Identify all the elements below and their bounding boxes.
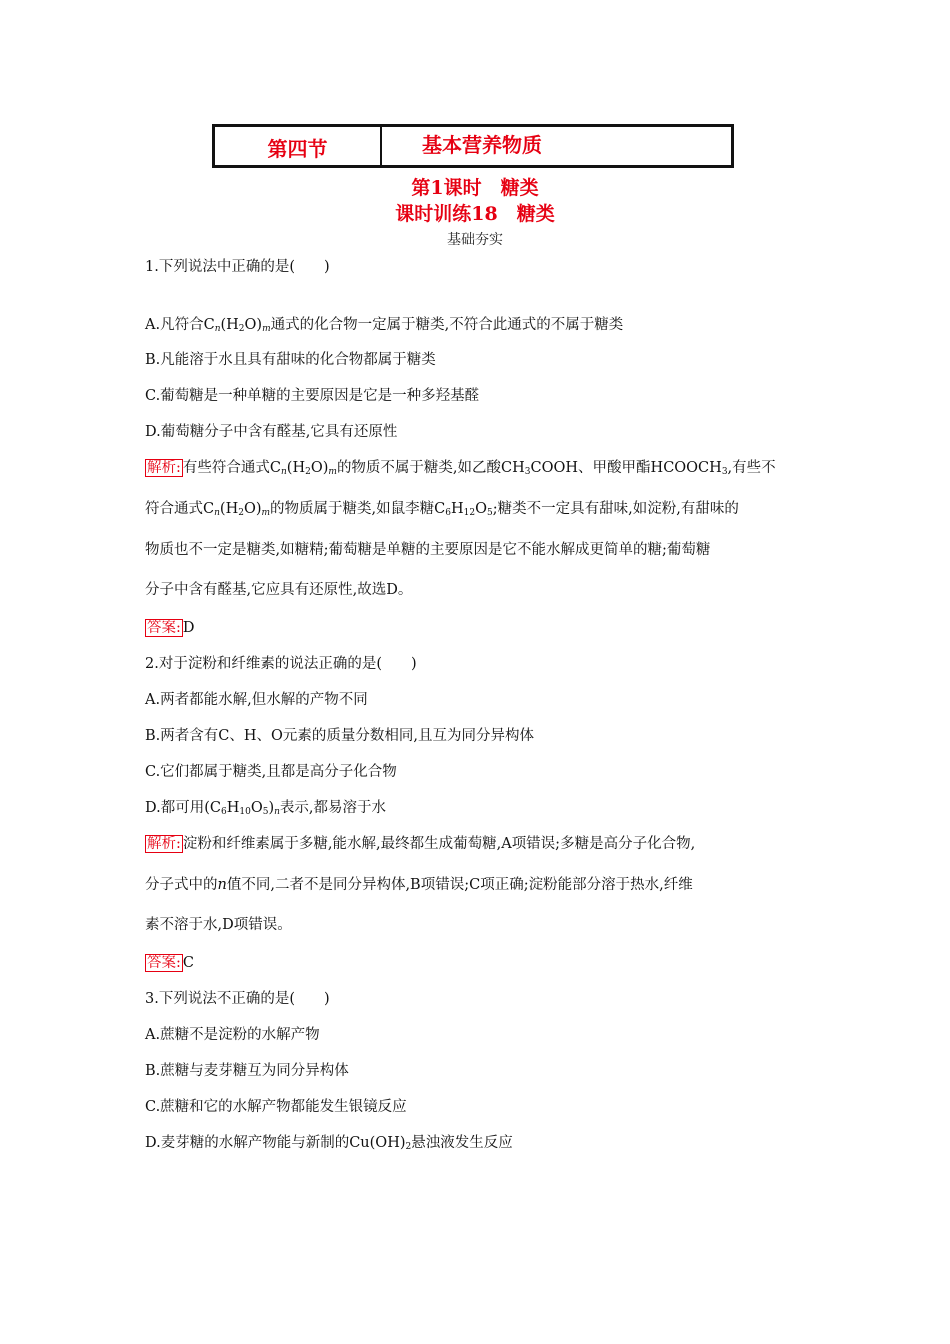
- q1-stem: 1.下列说法中正确的是( ): [145, 259, 330, 275]
- level-label: 基础夯实: [447, 232, 503, 248]
- q2-analysis-line2: 分子式中的n值不同,二者不是同分异构体,B项错误;C项正确;淀粉能部分溶于热水,纤维: [145, 877, 693, 893]
- answer-tag: 答案:: [147, 955, 181, 971]
- q2-analysis-line1: 解析: 淀粉和纤维素属于多糖,能水解,最终都生成葡萄糖,A项错误;多糖是高分子化合物,: [147, 836, 696, 852]
- section-topic: 基本营养物质: [422, 133, 542, 157]
- q2-option-b: B.两者含有C、H、O元素的质量分数相同,且互为同分异构体: [145, 728, 534, 744]
- q2-answer: 答案: C: [147, 955, 194, 971]
- answer-tag: 答案:: [147, 620, 181, 636]
- q2-option-c: C.它们都属于糖类,且都是高分子化合物: [145, 764, 397, 780]
- q1-analysis-line4: 分子中含有醛基,它应具有还原性,故选D。: [145, 582, 413, 598]
- q1-option-a: A.凡符合$C_n(H_2O)_m$通式的化合物一定属于糖类,不符合此通式的不属于糖类: [145, 317, 624, 334]
- section-header-box: [212, 124, 734, 168]
- q3-option-d: D.麦芽糖的水解产物能与新制的$Cu(OH)_2$悬浊液发生反应: [145, 1135, 513, 1152]
- lesson-title: 第1课时 糖类: [411, 177, 539, 199]
- q2-option-a: A.两者都能水解,但水解的产物不同: [145, 692, 368, 708]
- analysis-tag: 解析:: [147, 836, 181, 852]
- q1-analysis-line3: 物质也不一定是糖类,如糖精;葡萄糖是单糖的主要原因是它不能水解成更简单的糖;葡萄糖: [145, 542, 711, 558]
- q3-option-b: B.蔗糖与麦芽糖互为同分异构体: [145, 1063, 349, 1079]
- analysis-tag: 解析:: [147, 460, 181, 476]
- q1-analysis-line2: 符合通式$C_n(H_2O)_m$的物质属于糖类,如鼠李糖$C_6H_{12}O_5$;糖类不一定具有甜味,如淀粉,有甜味的: [145, 501, 739, 518]
- training-title: 课时训练18 糖类: [395, 203, 555, 225]
- section-number: 第四节: [215, 127, 382, 165]
- q3-stem: 3.下列说法不正确的是( ): [145, 991, 330, 1007]
- q2-stem: 2.对于淀粉和纤维素的说法正确的是( ): [145, 656, 417, 672]
- q1-option-c: C.葡萄糖是一种单糖的主要原因是它是一种多羟基醛: [145, 388, 480, 404]
- q2-analysis-line3: 素不溶于水,D项错误。: [145, 917, 292, 933]
- q3-option-a: A.蔗糖不是淀粉的水解产物: [145, 1027, 320, 1043]
- q3-option-c: C.蔗糖和它的水解产物都能发生银镜反应: [145, 1099, 407, 1115]
- q1-option-b: B.凡能溶于水且具有甜味的化合物都属于糖类: [145, 352, 436, 368]
- q1-answer: 答案: D: [147, 620, 195, 636]
- q1-option-d: D.葡萄糖分子中含有醛基,它具有还原性: [145, 424, 398, 440]
- q2-option-d: D.都可用$(C_6H_{10}O_5)_n$表示,都易溶于水: [145, 800, 387, 817]
- q1-analysis-line1: 解析: 有些符合通式$C_n(H_2O)_m$的物质不属于糖类,如乙酸$CH_3COOH$、甲酸甲酯$HCOOCH_3$,有些不: [147, 460, 776, 477]
